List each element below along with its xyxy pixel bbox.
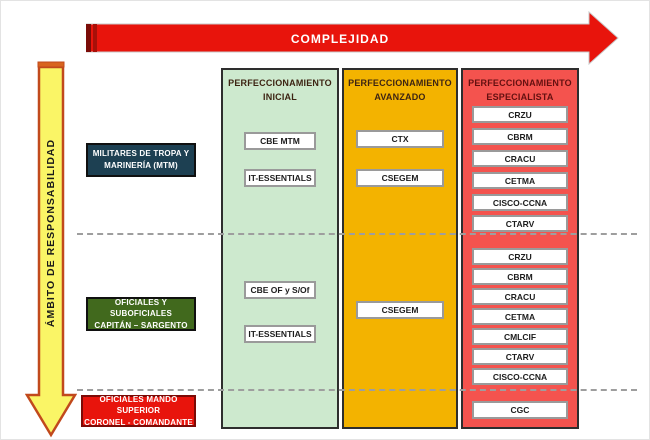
course-box: CBE MTM: [244, 132, 316, 150]
course-box: IT-ESSENTIALS: [244, 169, 316, 187]
course-box: CSEGEM: [356, 169, 444, 187]
column-header-avanzado: PERFECCIONAMIENTO AVANZADO: [348, 78, 452, 102]
row-separator-1: [77, 233, 637, 235]
row-separator-2: [77, 389, 637, 391]
course-box: CGC: [472, 401, 568, 419]
column-perfeccionamiento-inicial: [221, 68, 339, 429]
course-box: CBRM: [472, 128, 568, 145]
course-box: CBE OF y S/Of: [244, 281, 316, 299]
course-box: CTX: [356, 130, 444, 148]
course-box: CRACU: [472, 150, 568, 167]
course-box: CTARV: [472, 348, 568, 365]
row-label-oficiales-suboficiales: OFICIALES Y SUBOFICIALES CAPITÁN – SARGENTO: [86, 297, 196, 331]
course-box: CRACU: [472, 288, 568, 305]
column-perfeccionamiento-avanzado: [342, 68, 458, 429]
responsibility-arrow-label: ÁMBITO DE RESPONSABILIDAD: [45, 138, 57, 328]
course-box: CBRM: [472, 268, 568, 285]
course-box: CETMA: [472, 172, 568, 189]
course-box: CTARV: [472, 215, 568, 232]
course-box: CISCO-CCNA: [472, 368, 568, 385]
column-header-especialista: PERFECCIONAMIENTO ESPECIALISTA: [468, 78, 572, 102]
course-box: CETMA: [472, 308, 568, 325]
course-box: CRZU: [472, 248, 568, 265]
row-label-mtm: MILITARES DE TROPA Y MARINERÍA (MTM): [86, 143, 196, 177]
course-box: CSEGEM: [356, 301, 444, 319]
course-box: CISCO-CCNA: [472, 194, 568, 211]
course-box: CRZU: [472, 106, 568, 123]
course-box: CMLCIF: [472, 328, 568, 345]
complexity-arrow-label: COMPLEJIDAD: [290, 31, 390, 46]
course-box: IT-ESSENTIALS: [244, 325, 316, 343]
column-header-inicial: PERFECCIONAMIENTO INICIAL: [228, 78, 332, 102]
row-label-mando-superior: OFICIALES MANDO SUPERIOR CORONEL - COMANDANTE: [81, 395, 196, 427]
